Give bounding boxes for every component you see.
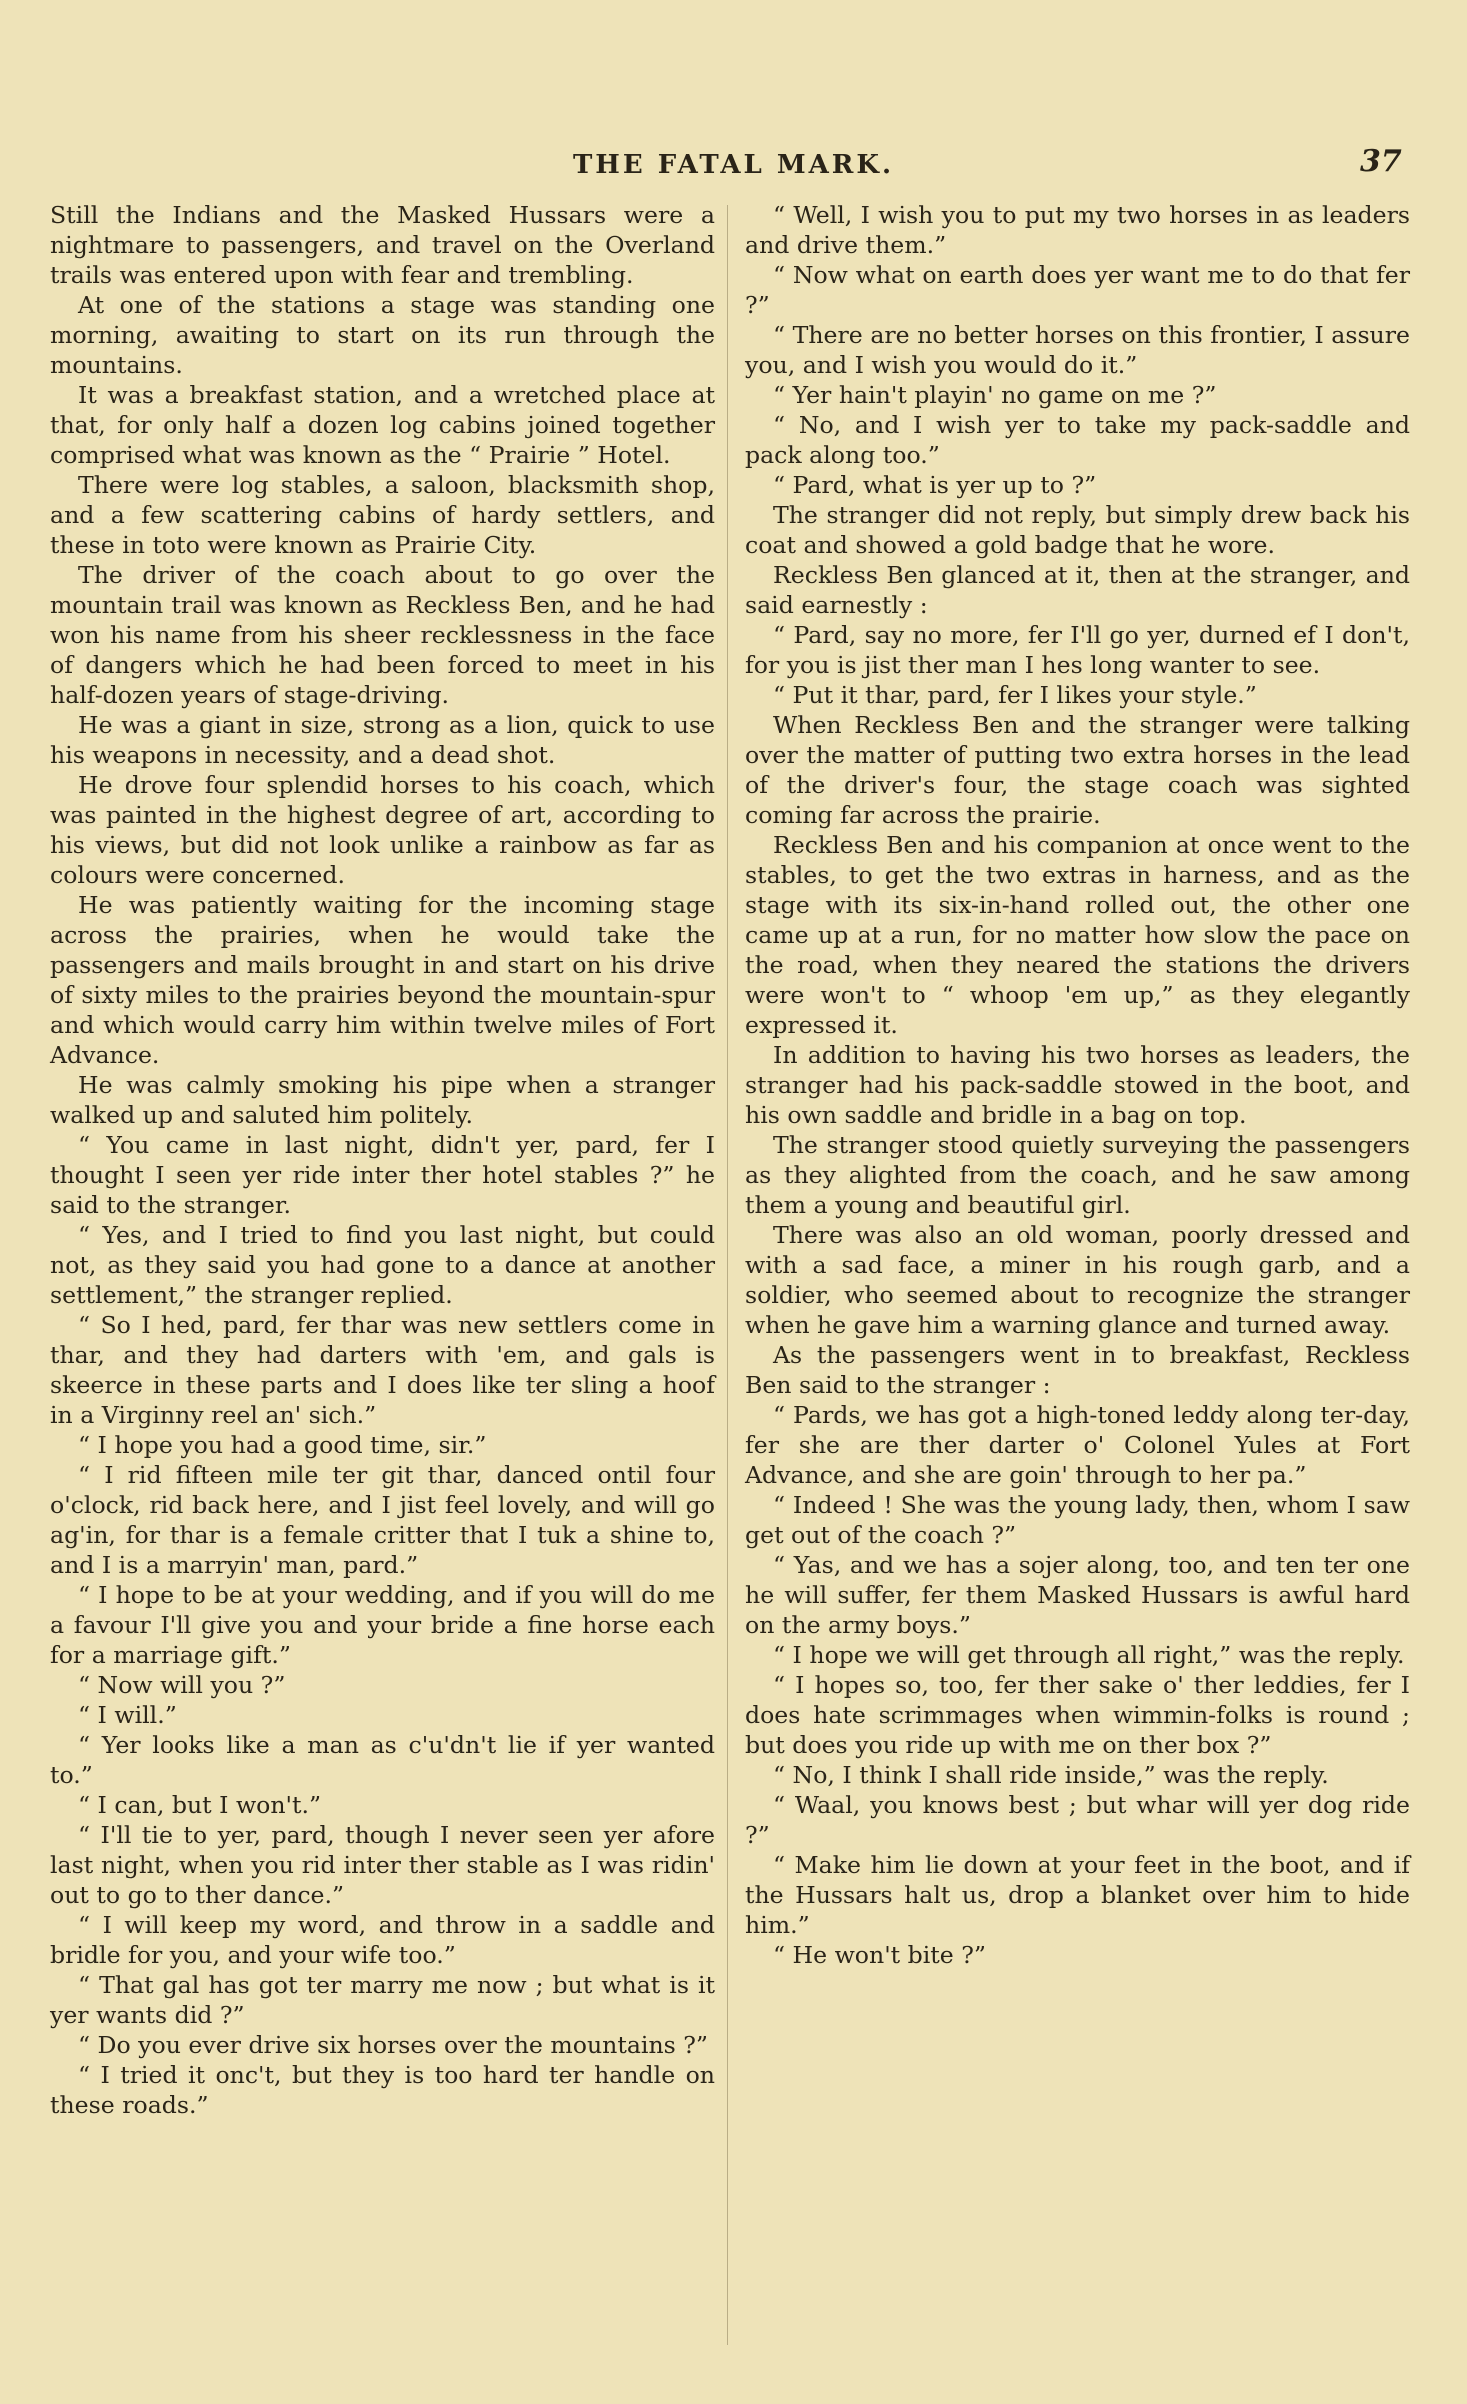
paragraph: Still the Indians and the Masked Hussars were a nightmare to passengers, and travel on the Overland trails was entered upon with fear and trembling. <box>50 201 715 289</box>
paragraph: “ I will.” <box>78 1701 177 1729</box>
paragraph: “ Do you ever drive six horses over the mountains ?” <box>78 2031 708 2059</box>
paragraph: “ Now will you ?” <box>78 1671 286 1699</box>
paragraph: “ So I hed, pard, fer thar was new settlers come in thar, and they had darters with 'em, and gals is skeerce in these parts and I does like ter sling a hoof in a Virginny reel an' sich.” <box>50 1311 715 1429</box>
paragraph: The stranger stood quietly surveying the passengers as they alighted from the coach, and he saw among them a young and beautiful girl. <box>745 1131 1410 1219</box>
paragraph: There was also an old woman, poorly dressed and with a sad face, a miner in his rough garb, and a soldier, who seemed about to recognize the stranger when he gave him a warning glance and turned away. <box>745 1221 1410 1339</box>
paragraph: “ Put it thar, pard, fer I likes your style.” <box>773 681 1257 709</box>
paragraph: “ Well, I wish you to put my two horses in as leaders and drive them.” <box>745 201 1410 259</box>
paragraph: “ Pard, say no more, fer I'll go yer, durned ef I don't, for you is jist ther man I hes long wanter to see. <box>745 621 1410 679</box>
paragraph: “ Indeed ! She was the young lady, then, whom I saw get out of the coach ?” <box>745 1491 1410 1549</box>
paragraph: “ Make him lie down at your feet in the boot, and if the Hussars halt us, drop a blanket over him to hide him.” <box>745 1851 1410 1939</box>
right-column <box>745 200 1410 1970</box>
paragraph: “ I hopes so, too, fer ther sake o' ther leddies, fer I does hate scrimmages when wimmin-folks is round ; but does you ride up with me on ther box ?” <box>745 1671 1410 1759</box>
paragraph: “ Pards, we has got a high-toned leddy along ter-day, fer she are ther darter o' Colonel Yules at Fort Advance, and she are goin' through to her pa.” <box>745 1401 1410 1489</box>
column-divider <box>727 205 728 2345</box>
paragraph: “ No, I think I shall ride inside,” was the reply. <box>773 1761 1329 1789</box>
paragraph: He was calmly smoking his pipe when a stranger walked up and saluted him politely. <box>50 1071 715 1129</box>
paragraph: In addition to having his two horses as leaders, the stranger had his pack-saddle stowed in the boot, and his own saddle and bridle in a bag on top. <box>745 1041 1410 1129</box>
paragraph: “ Now what on earth does yer want me to do that fer ?” <box>745 261 1410 319</box>
paragraph: “ Yer hain't playin' no game on me ?” <box>773 381 1217 409</box>
paragraph: “ I will keep my word, and throw in a saddle and bridle for you, and your wife too.” <box>50 1911 715 1969</box>
paragraph: Reckless Ben glanced at it, then at the stranger, and said earnestly : <box>745 561 1410 619</box>
paragraph: “ He won't bite ?” <box>773 1941 986 1969</box>
paragraph: He drove four splendid horses to his coach, which was painted in the highest degree of art, according to his views, but did not look unlike a rainbow as far as colours were concerned. <box>50 771 715 889</box>
paragraph: “ There are no better horses on this frontier, I assure you, and I wish you would do it.” <box>745 321 1410 379</box>
paragraph: As the passengers went in to breakfast, Reckless Ben said to the stranger : <box>745 1341 1410 1399</box>
paragraph: When Reckless Ben and the stranger were talking over the matter of putting two extra horses in the lead of the driver's four, the stage coach was sighted coming far across the prairie. <box>745 711 1410 829</box>
paragraph: He was patiently waiting for the incoming stage across the prairies, when he would take the passengers and mails brought in and start on his drive of sixty miles to the prairies beyond the mountain-spur and which would carry him within twelve miles of Fort Advance. <box>50 891 715 1069</box>
paragraph: “ I hope you had a good time, sir.” <box>78 1431 487 1459</box>
paragraph: It was a breakfast station, and a wretched place at that, for only half a dozen log cabins joined together comprised what was known as the “ Prairie ” Hotel. <box>50 381 715 469</box>
paragraph: “ I hope to be at your wedding, and if you will do me a favour I'll give you and your bride a fine horse each for a marriage gift.” <box>50 1581 715 1669</box>
paragraph: “ Yas, and we has a sojer along, too, and ten ter one he will suffer, fer them Masked Hussars is awful hard on the army boys.” <box>745 1551 1410 1639</box>
page-number: 37 <box>1360 144 1402 179</box>
running-title: THE FATAL MARK. <box>572 150 895 180</box>
paragraph: “ I hope we will get through all right,” was the reply. <box>773 1641 1405 1669</box>
paragraph: “ I can, but I won't.” <box>78 1791 322 1819</box>
paragraph: “ Pard, what is yer up to ?” <box>773 471 1097 499</box>
paragraph: “ I'll tie to yer, pard, though I never seen yer afore last night, when you rid inter ther stable as I was ridin' out to go to ther dance.” <box>50 1821 715 1909</box>
paragraph: “ Yer looks like a man as c'u'dn't lie if yer wanted to.” <box>50 1731 715 1789</box>
paragraph: He was a giant in size, strong as a lion, quick to use his weapons in necessity, and a dead shot. <box>50 711 715 769</box>
paragraph: Reckless Ben and his companion at once went to the stables, to get the two extras in harness, and as the stage with its six-in-hand rolled out, the other one came up at a run, for no matter how slow the pace on the road, when they neared the stations the drivers were won't to “ whoop 'em up,” as they elegantly expressed it. <box>745 831 1410 1039</box>
paragraph: The stranger did not reply, but simply drew back his coat and showed a gold badge that he wore. <box>745 501 1410 559</box>
left-column <box>50 200 715 2120</box>
paragraph: “ Waal, you knows best ; but whar will yer dog ride ?” <box>745 1791 1410 1849</box>
paragraph: The driver of the coach about to go over the mountain trail was known as Reckless Ben, and he had won his name from his sheer recklessness in the face of dangers which he had been forced to meet in his half-dozen years of stage-driving. <box>50 561 715 709</box>
paragraph: “ Yes, and I tried to find you last night, but could not, as they said you had gone to a dance at another settlement,” the stranger replied. <box>50 1221 715 1309</box>
paragraph: “ I tried it onc't, but they is too hard ter handle on these roads.” <box>50 2061 715 2119</box>
paragraph: At one of the stations a stage was standing one morning, awaiting to start on its run through the mountains. <box>50 291 715 379</box>
paragraph: There were log stables, a saloon, blacksmith shop, and a few scattering cabins of hardy settlers, and these in toto were known as Prairie City. <box>50 471 715 559</box>
paragraph: “ You came in last night, didn't yer, pard, fer I thought I seen yer ride inter ther hotel stables ?” he said to the stranger. <box>50 1131 715 1219</box>
paragraph: “ That gal has got ter marry me now ; but what is it yer wants did ?” <box>50 1971 715 2029</box>
paragraph: “ No, and I wish yer to take my pack-saddle and pack along too.” <box>745 411 1410 469</box>
paragraph: “ I rid fifteen mile ter git thar, danced ontil four o'clock, rid back here, and I jist feel lovely, and will go ag'in, for thar is a female critter that I tuk a shine to, and I is a marryin' man, pard.” <box>50 1461 715 1579</box>
